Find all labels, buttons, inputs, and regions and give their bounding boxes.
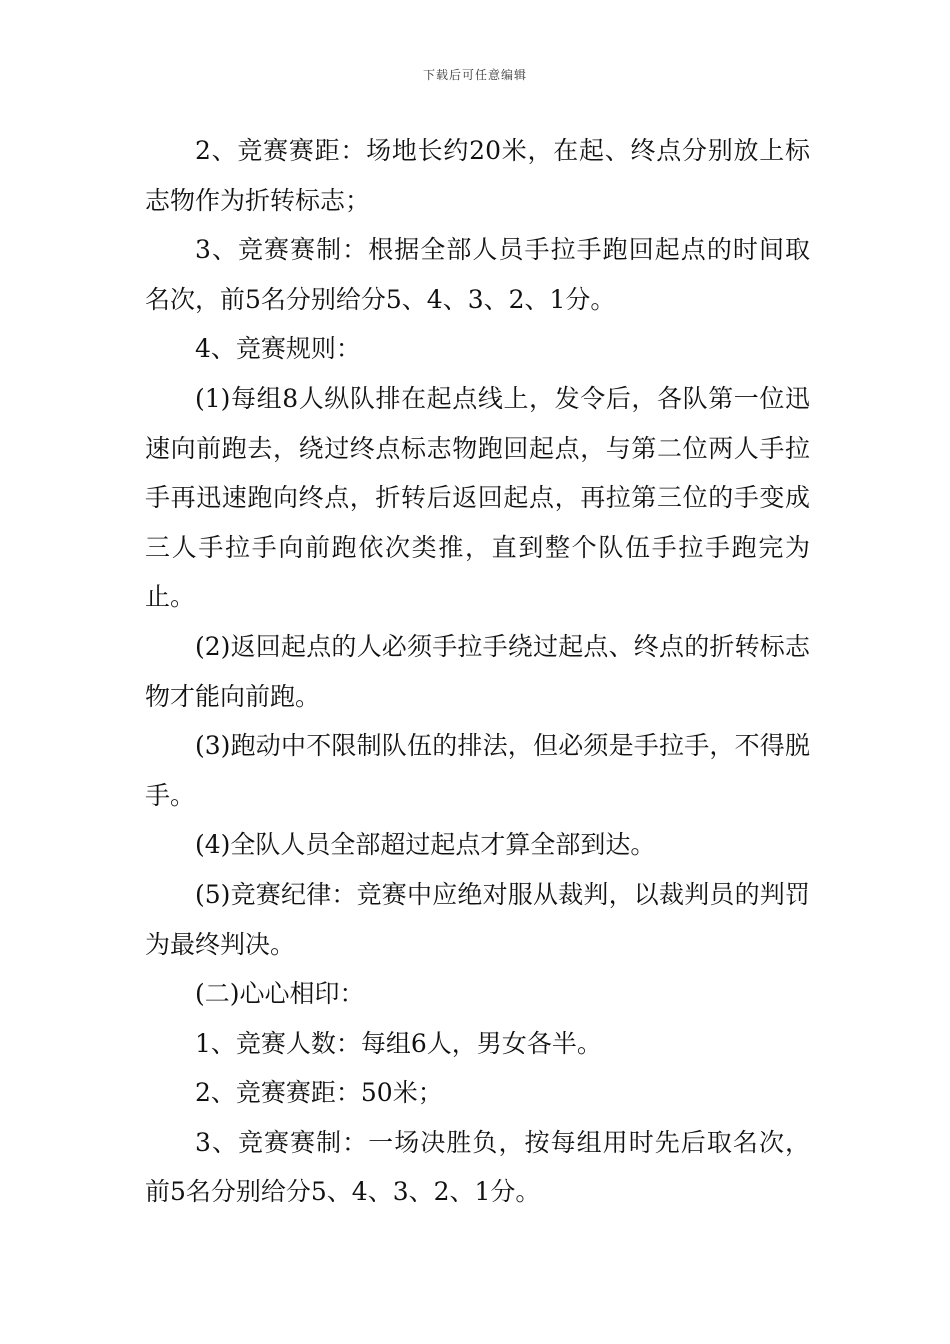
paragraph-rule-3: (3)跑动中不限制队伍的排法，但必须是手拉手，不得脱手。: [145, 731, 810, 810]
header-note: 下载后可任意编辑: [422, 68, 527, 82]
paragraph-scoring: 3、竞赛赛制：一场决胜负，按每组用时先后取名次，前5名分别给分5、4、3、2、1分。: [145, 1127, 810, 1207]
paragraph-race-format: 3、竞赛赛制：根据全部人员手拉手跑回起点的时间取名次，前5名分别给分5、4、3、2、1分。: [145, 235, 810, 314]
paragraph-participants: 1、竞赛人数：每组6人，男女各半。: [195, 1028, 602, 1058]
paragraph-rule-4: (4)全队人员全部超过起点才算全部到达。: [195, 830, 656, 860]
paragraph-rule-5: (5)竞赛纪律：竞赛中应绝对服从裁判，以裁判员的判罚为最终判决。: [145, 879, 810, 959]
document-body: [145, 126, 810, 1217]
paragraph-race-rules-heading: 4、竞赛规则：: [195, 334, 361, 364]
paragraph-distance-50m: 2、竞赛赛距：50米；: [195, 1078, 443, 1108]
paragraph-race-distance: 2、竞赛赛距：场地长约20米，在起、终点分别放上标志物作为折转标志；: [145, 136, 810, 215]
paragraph-rule-2: (2)返回起点的人必须手拉手绕过起点、终点的折转标志物才能向前跑。: [145, 631, 810, 711]
section-heading-xinxin: (二)心心相印：: [195, 979, 365, 1009]
paragraph-rule-1: (1)每组8人纵队排在起点线上，发令后，各队第一位迅速向前跑去，绕过终点标志物跑回起点，与第二位两人手拉手再迅速跑向终点，折转后返回起点，再拉第三位的手变成三人手拉手向前跑依次类推，直到整个队伍手拉手跑完为止。: [145, 383, 810, 612]
